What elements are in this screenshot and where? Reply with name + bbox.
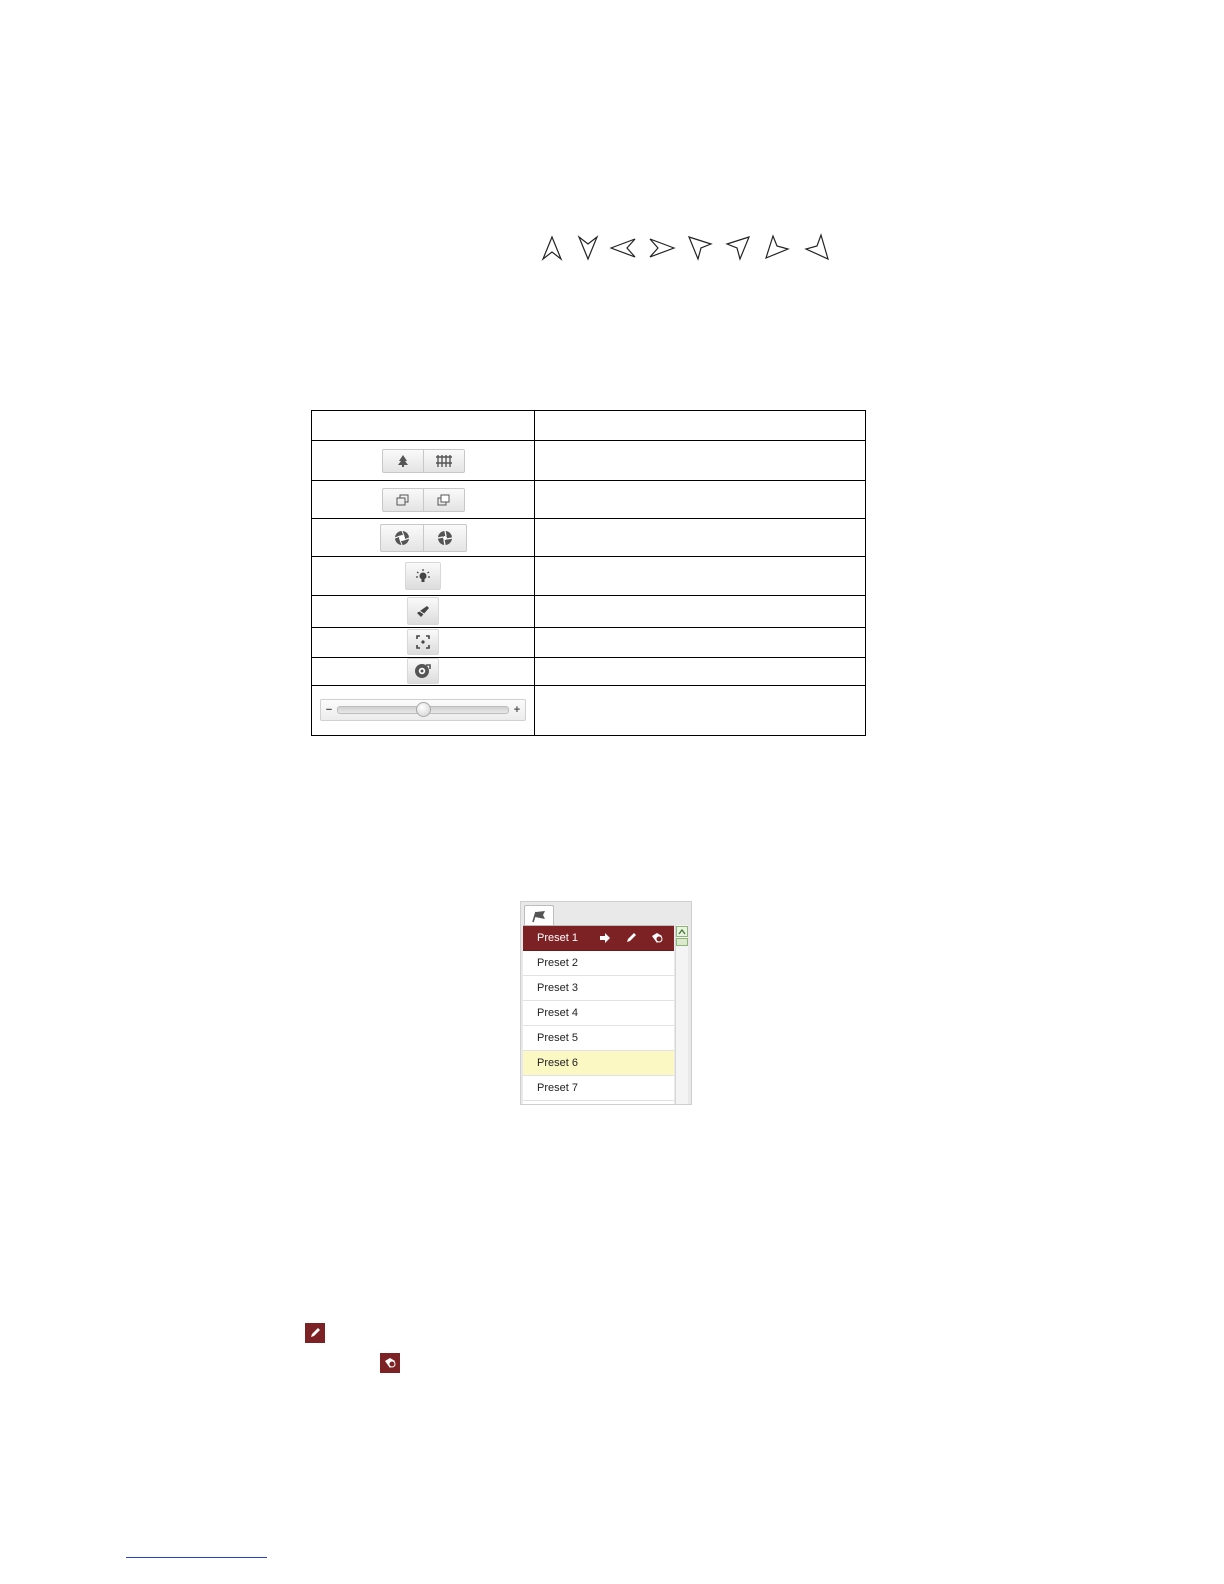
delete-preset-icon bbox=[380, 1353, 400, 1373]
upper-right-arrow-icon[interactable] bbox=[726, 236, 750, 260]
left-arrow-icon[interactable] bbox=[610, 238, 636, 258]
preset-label: Preset 1 bbox=[537, 932, 578, 944]
lens-initialization-description bbox=[535, 657, 866, 685]
zoom-description bbox=[535, 441, 866, 481]
table-row bbox=[312, 627, 866, 657]
direction-arrows bbox=[537, 230, 837, 266]
auxiliary-focus-description bbox=[535, 627, 866, 657]
preset-label: Preset 2 bbox=[537, 957, 578, 969]
lens-initialization-button[interactable] bbox=[407, 658, 439, 684]
upper-left-arrow-icon[interactable] bbox=[688, 236, 712, 260]
scroll-up-button[interactable] bbox=[676, 926, 688, 937]
table-row bbox=[312, 557, 866, 595]
speed-slider-track[interactable] bbox=[337, 706, 509, 714]
preset-label: Preset 4 bbox=[537, 1007, 578, 1019]
speed-decrease[interactable]: − bbox=[325, 704, 333, 717]
footnote-rule bbox=[126, 1557, 267, 1558]
focus-far-button[interactable] bbox=[423, 489, 464, 511]
wiper-description bbox=[535, 595, 866, 627]
preset-label: Preset 6 bbox=[537, 1057, 578, 1069]
preset-row-actions bbox=[598, 931, 664, 945]
focus-far-icon bbox=[437, 494, 451, 506]
preset-item-7[interactable] bbox=[523, 1076, 674, 1101]
iris-close-button[interactable] bbox=[423, 525, 466, 551]
speed-slider-thumb[interactable] bbox=[416, 702, 431, 717]
light-button[interactable] bbox=[405, 562, 441, 590]
lower-left-arrow-icon[interactable] bbox=[765, 235, 789, 259]
light-icon bbox=[415, 568, 431, 584]
table-header-row bbox=[312, 411, 866, 441]
preset-tab[interactable] bbox=[524, 905, 554, 926]
light-description bbox=[535, 557, 866, 595]
zoom-in-icon bbox=[397, 454, 409, 468]
focus-near-icon bbox=[396, 494, 410, 506]
table-header-icon bbox=[312, 411, 535, 441]
zoom-out-button[interactable] bbox=[423, 450, 464, 472]
delete-preset-icon[interactable] bbox=[650, 931, 664, 945]
table-row bbox=[312, 657, 866, 685]
preset-label: Preset 7 bbox=[537, 1082, 578, 1094]
preset-panel bbox=[520, 901, 692, 1105]
preset-scrollbar[interactable] bbox=[675, 925, 688, 1105]
down-arrow-icon[interactable] bbox=[578, 236, 598, 260]
wiper-icon bbox=[415, 604, 431, 618]
lower-right-arrow-icon[interactable] bbox=[805, 234, 829, 260]
scroll-thumb[interactable] bbox=[676, 938, 688, 946]
iris-description bbox=[535, 519, 866, 557]
set-preset-icon bbox=[305, 1323, 325, 1343]
preset-item-2[interactable] bbox=[523, 951, 674, 976]
zoom-button-pair bbox=[382, 449, 465, 473]
iris-open-icon bbox=[394, 530, 410, 546]
iris-open-button[interactable] bbox=[381, 525, 423, 551]
table-row bbox=[312, 481, 866, 519]
auxiliary-focus-button[interactable] bbox=[407, 629, 439, 655]
preset-list bbox=[523, 925, 674, 1105]
table-header-description bbox=[535, 411, 866, 441]
call-preset-icon[interactable] bbox=[598, 931, 612, 945]
speed-slider[interactable] bbox=[320, 699, 526, 721]
preset-item-1[interactable] bbox=[523, 926, 674, 951]
iris-button-pair bbox=[380, 524, 467, 552]
chevron-up-icon bbox=[678, 929, 686, 935]
table-row bbox=[312, 519, 866, 557]
table-row bbox=[312, 441, 866, 481]
preset-label: Preset 3 bbox=[537, 982, 578, 994]
ptz-control-table bbox=[311, 410, 866, 736]
iris-close-icon bbox=[437, 530, 453, 546]
focus-near-button[interactable] bbox=[383, 489, 423, 511]
focus-description bbox=[535, 481, 866, 519]
set-preset-icon[interactable] bbox=[624, 931, 638, 945]
up-arrow-icon[interactable] bbox=[542, 236, 562, 260]
speed-description bbox=[535, 685, 866, 735]
table-row bbox=[312, 685, 866, 735]
auxiliary-focus-icon bbox=[415, 634, 431, 650]
zoom-out-icon bbox=[434, 454, 454, 468]
preset-item-3[interactable] bbox=[523, 976, 674, 1001]
preset-flag-icon bbox=[531, 909, 547, 923]
speed-increase[interactable]: + bbox=[513, 704, 521, 717]
table-row bbox=[312, 595, 866, 627]
preset-item-5[interactable] bbox=[523, 1026, 674, 1051]
right-arrow-icon[interactable] bbox=[649, 238, 675, 258]
zoom-in-button[interactable] bbox=[383, 450, 423, 472]
wiper-button[interactable] bbox=[407, 597, 439, 625]
preset-label: Preset 5 bbox=[537, 1032, 578, 1044]
preset-item-4[interactable] bbox=[523, 1001, 674, 1026]
lens-initialization-icon bbox=[414, 663, 432, 679]
focus-button-pair bbox=[382, 488, 465, 512]
preset-item-6[interactable] bbox=[523, 1051, 674, 1076]
